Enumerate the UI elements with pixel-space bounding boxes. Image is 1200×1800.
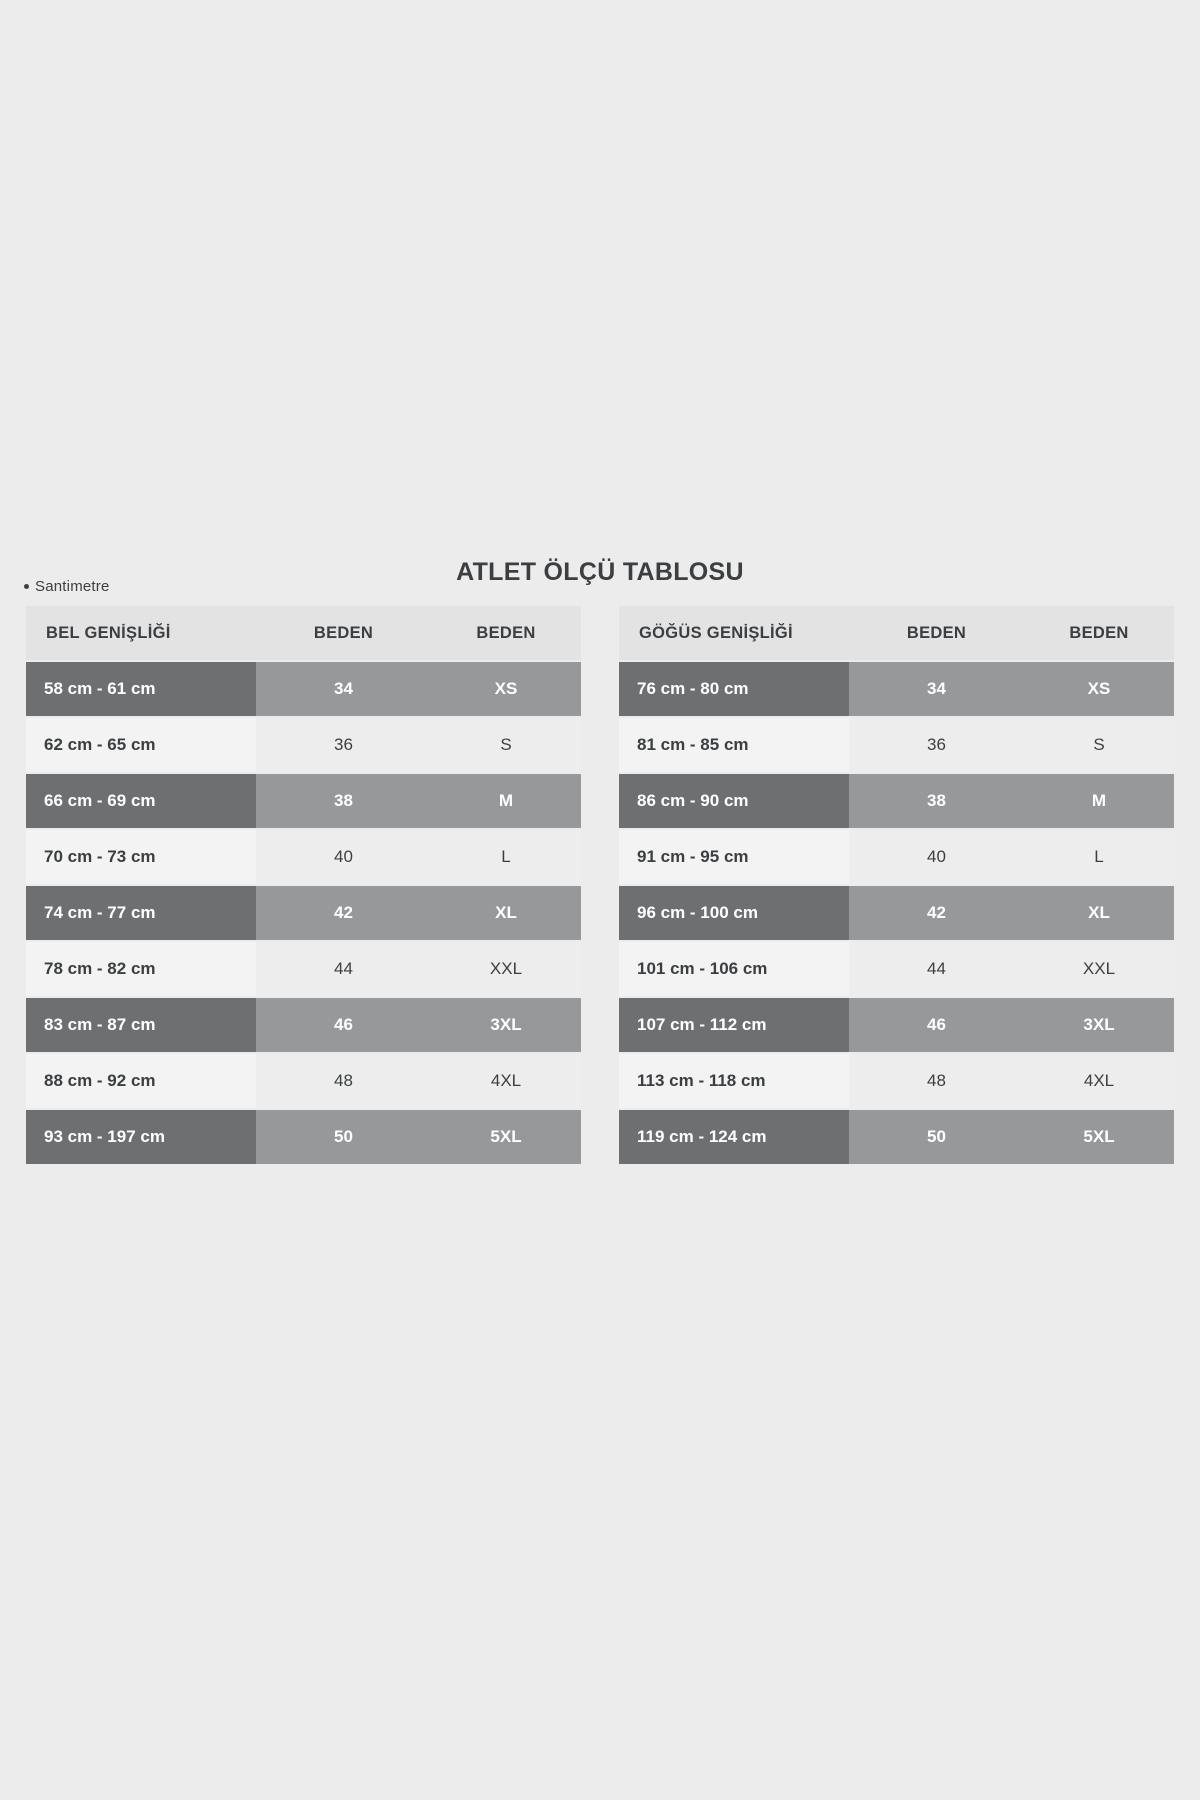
- cell-size-letter: XXL: [431, 942, 581, 996]
- cell-size-numeric: 50: [849, 1110, 1024, 1164]
- cell-measure: 119 cm - 124 cm: [619, 1110, 849, 1164]
- cell-size-letter: L: [1024, 830, 1174, 884]
- cell-measure: 81 cm - 85 cm: [619, 718, 849, 772]
- cell-measure: 96 cm - 100 cm: [619, 886, 849, 940]
- unit-note-label: Santimetre: [35, 578, 110, 595]
- table-row: [26, 830, 581, 884]
- cell-size-numeric: 44: [256, 942, 431, 996]
- cell-size-letter: XL: [1024, 886, 1174, 940]
- cell-size-letter: S: [431, 718, 581, 772]
- table-row: [619, 886, 1174, 940]
- cell-measure: 66 cm - 69 cm: [26, 774, 256, 828]
- table-row: [26, 1054, 581, 1108]
- column-header-measure: BEL GENİŞLİĞİ: [26, 606, 256, 660]
- cell-size-letter: XL: [431, 886, 581, 940]
- cell-size-letter: M: [431, 774, 581, 828]
- cell-measure: 107 cm - 112 cm: [619, 998, 849, 1052]
- cell-measure: 88 cm - 92 cm: [26, 1054, 256, 1108]
- page-title: ATLET ÖLÇÜ TABLOSU: [456, 558, 744, 586]
- cell-size-numeric: 50: [256, 1110, 431, 1164]
- table-row: [26, 662, 581, 716]
- cell-size-numeric: 42: [256, 886, 431, 940]
- table-row: [619, 774, 1174, 828]
- cell-size-numeric: 46: [256, 998, 431, 1052]
- cell-measure: 113 cm - 118 cm: [619, 1054, 849, 1108]
- waist-size-table: [26, 604, 581, 1166]
- cell-size-numeric: 38: [849, 774, 1024, 828]
- cell-size-numeric: 42: [849, 886, 1024, 940]
- cell-size-letter: XXL: [1024, 942, 1174, 996]
- table-row: [619, 998, 1174, 1052]
- chest-table-wrapper: [619, 604, 1174, 1166]
- cell-size-letter: XS: [1024, 662, 1174, 716]
- table-row: [26, 998, 581, 1052]
- table-row: [619, 662, 1174, 716]
- table-header-row: [619, 606, 1174, 660]
- cell-size-numeric: 34: [256, 662, 431, 716]
- cell-size-letter: 3XL: [1024, 998, 1174, 1052]
- table-row: [619, 1054, 1174, 1108]
- table-row: [619, 942, 1174, 996]
- cell-measure: 86 cm - 90 cm: [619, 774, 849, 828]
- cell-size-numeric: 36: [849, 718, 1024, 772]
- cell-size-letter: M: [1024, 774, 1174, 828]
- cell-size-letter: 5XL: [431, 1110, 581, 1164]
- cell-size-letter: 4XL: [431, 1054, 581, 1108]
- cell-size-letter: XS: [431, 662, 581, 716]
- table-row: [619, 1110, 1174, 1164]
- chest-size-table: [619, 604, 1174, 1166]
- cell-size-numeric: 40: [849, 830, 1024, 884]
- cell-size-numeric: 36: [256, 718, 431, 772]
- table-row: [619, 830, 1174, 884]
- cell-size-numeric: 48: [849, 1054, 1024, 1108]
- cell-measure: 70 cm - 73 cm: [26, 830, 256, 884]
- cell-measure: 93 cm - 197 cm: [26, 1110, 256, 1164]
- cell-size-letter: S: [1024, 718, 1174, 772]
- cell-measure: 91 cm - 95 cm: [619, 830, 849, 884]
- cell-measure: 83 cm - 87 cm: [26, 998, 256, 1052]
- table-row: [26, 718, 581, 772]
- cell-size-numeric: 46: [849, 998, 1024, 1052]
- cell-measure: 78 cm - 82 cm: [26, 942, 256, 996]
- table-row: [26, 1110, 581, 1164]
- cell-measure: 62 cm - 65 cm: [26, 718, 256, 772]
- cell-measure: 101 cm - 106 cm: [619, 942, 849, 996]
- column-header-size-letter: BEDEN: [431, 606, 581, 660]
- waist-table-wrapper: [26, 604, 581, 1166]
- table-row: [26, 886, 581, 940]
- column-header-size-letter: BEDEN: [1024, 606, 1174, 660]
- cell-size-numeric: 44: [849, 942, 1024, 996]
- table-row: [26, 774, 581, 828]
- table-row: [26, 942, 581, 996]
- cell-measure: 76 cm - 80 cm: [619, 662, 849, 716]
- cell-size-letter: L: [431, 830, 581, 884]
- cell-measure: 58 cm - 61 cm: [26, 662, 256, 716]
- table-header-row: [26, 606, 581, 660]
- table-row: [619, 718, 1174, 772]
- column-header-measure: GÖĞÜS GENİŞLİĞİ: [619, 606, 849, 660]
- cell-size-numeric: 40: [256, 830, 431, 884]
- cell-size-numeric: 38: [256, 774, 431, 828]
- column-header-size-numeric: BEDEN: [849, 606, 1024, 660]
- column-header-size-numeric: BEDEN: [256, 606, 431, 660]
- cell-size-numeric: 48: [256, 1054, 431, 1108]
- cell-size-letter: 3XL: [431, 998, 581, 1052]
- tables-container: [26, 604, 1174, 1166]
- cell-size-numeric: 34: [849, 662, 1024, 716]
- cell-size-letter: 5XL: [1024, 1110, 1174, 1164]
- cell-measure: 74 cm - 77 cm: [26, 886, 256, 940]
- cell-size-letter: 4XL: [1024, 1054, 1174, 1108]
